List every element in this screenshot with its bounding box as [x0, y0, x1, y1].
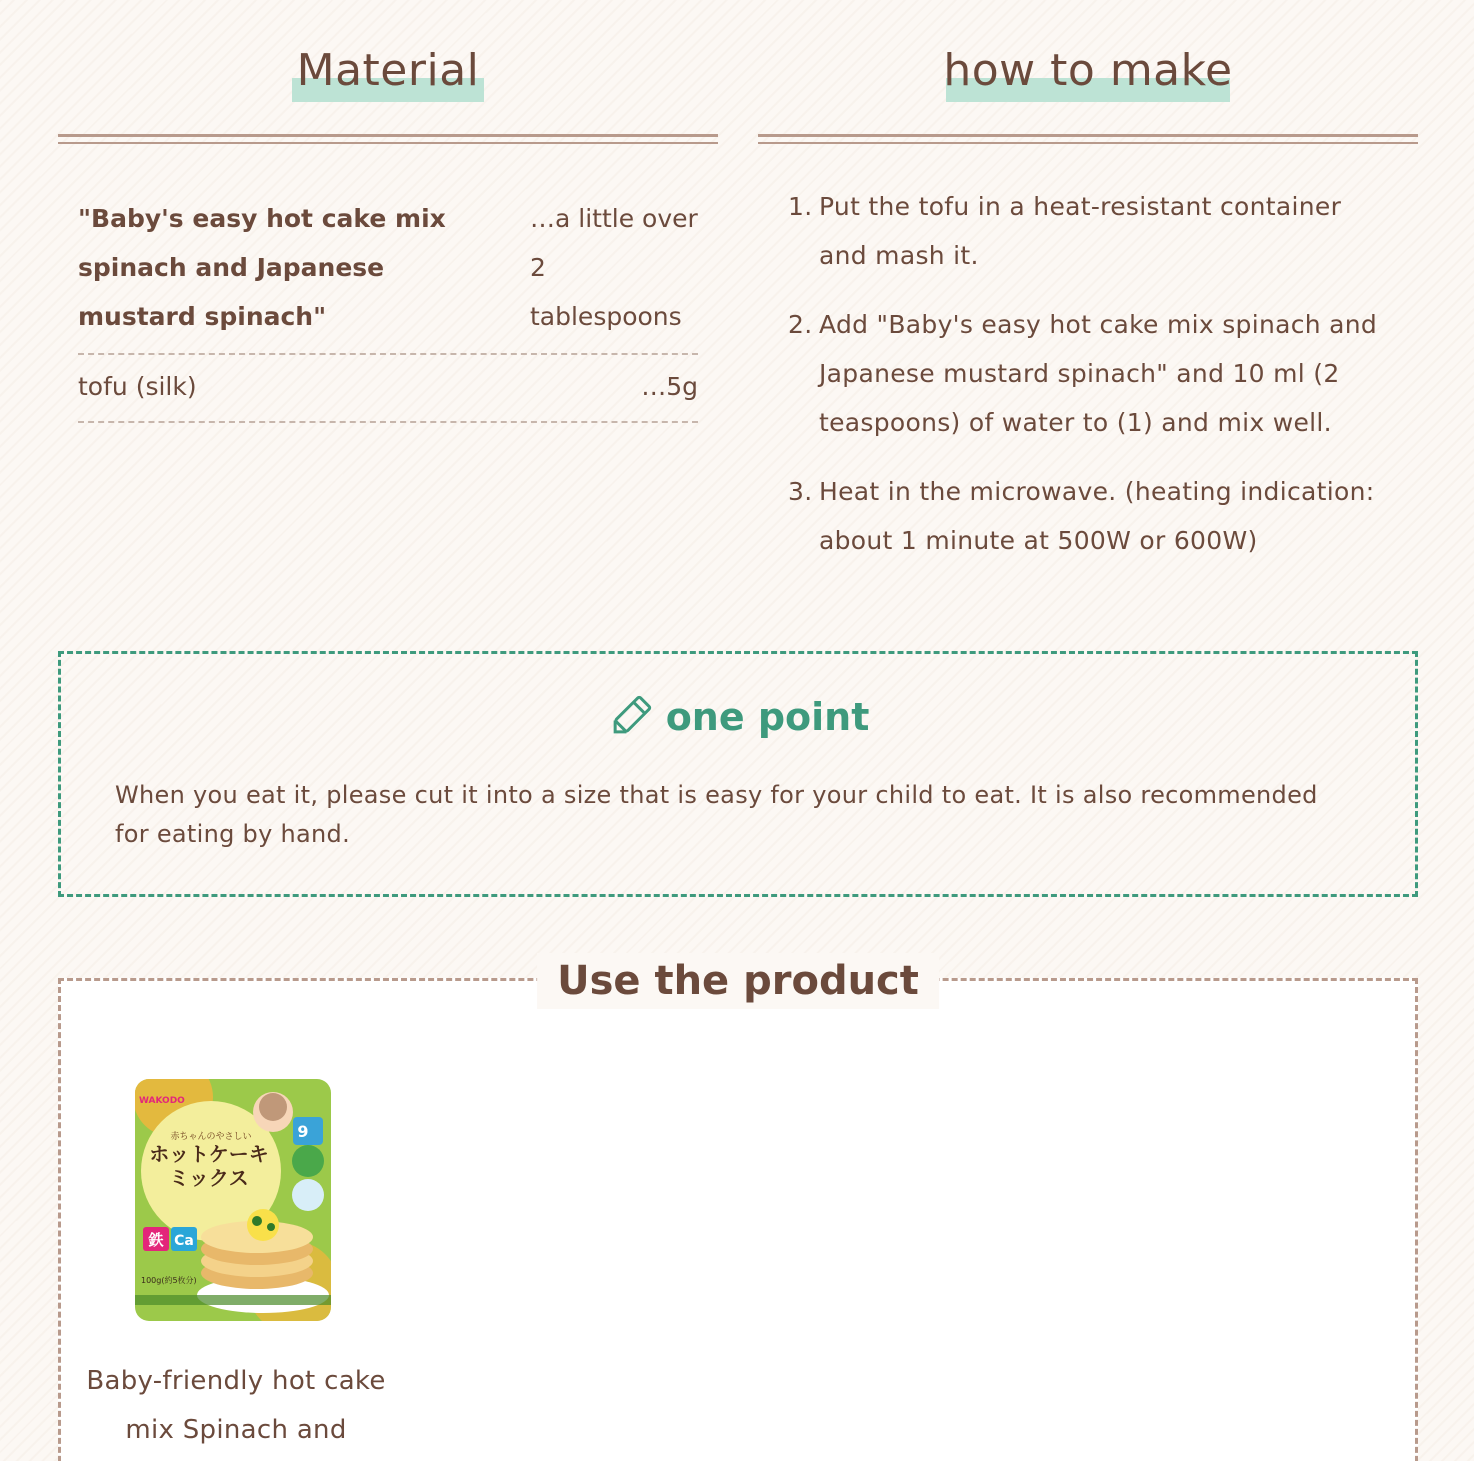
package-label-top: 赤ちゃんのやさしい — [170, 1132, 252, 1142]
package-age: 9 — [297, 1122, 309, 1141]
steps-list — [788, 182, 1418, 565]
step-item — [788, 182, 1418, 280]
package-brand: WAKODO — [139, 1096, 185, 1106]
how-to-make-title: how to make — [943, 45, 1233, 96]
material-item — [78, 194, 698, 355]
product-section-title: Use the product — [537, 953, 939, 1009]
material-title: Material — [296, 45, 480, 96]
one-point-heading — [61, 694, 1415, 740]
one-point-box — [58, 651, 1418, 897]
step-number: 2. — [788, 310, 813, 339]
material-list — [78, 194, 698, 423]
step-text: Heat in the microwave. (heating indication: about 1 minute at 500W or 600W) — [819, 477, 1375, 555]
step-item — [788, 467, 1418, 565]
product-name[interactable]: Baby-friendly hot cake mix Spinach and — [86, 1366, 386, 1445]
step-number: 3. — [788, 477, 813, 506]
step-number: 1. — [788, 192, 813, 221]
material-item — [78, 355, 698, 423]
one-point-text: When you eat it, please cut it into a size that is easy for your child to eat. It is also recommended for eating by hand. — [115, 781, 1318, 848]
package-label-main-2: ミックス — [169, 1166, 249, 1190]
how-to-make-heading-wrap — [758, 0, 1418, 134]
package-calcium: Ca — [174, 1233, 194, 1249]
material-section — [58, 0, 718, 423]
pencil-icon — [607, 694, 653, 740]
step-item — [788, 300, 1418, 447]
package-label-main-1: ホットケーキ — [149, 1142, 269, 1166]
how-to-make-section — [758, 0, 1418, 585]
material-item-quantity: …a little over 2 tablespoons — [530, 204, 698, 331]
package-weight: 100g(約5枚分) — [141, 1276, 197, 1285]
material-item-name: "Baby's easy hot cake mix spinach and Japanese mustard spinach" — [78, 204, 446, 331]
material-heading-wrap — [58, 0, 718, 134]
product-section — [58, 958, 1418, 1461]
package-iron: 鉄 — [148, 1231, 164, 1249]
material-item-quantity: …5g — [641, 372, 698, 401]
material-item-name: tofu (silk) — [78, 372, 197, 401]
one-point-title: one point — [665, 695, 870, 739]
double-divider — [758, 134, 1418, 144]
double-divider — [58, 134, 718, 144]
step-text: Add "Baby's easy hot cake mix spinach and Japanese mustard spinach" and 10 ml (2 teaspoons) of water to (1) and mix well. — [819, 310, 1378, 437]
step-text: Put the tofu in a heat-resistant container and mash it. — [819, 192, 1342, 270]
product-image[interactable] — [133, 1077, 333, 1323]
